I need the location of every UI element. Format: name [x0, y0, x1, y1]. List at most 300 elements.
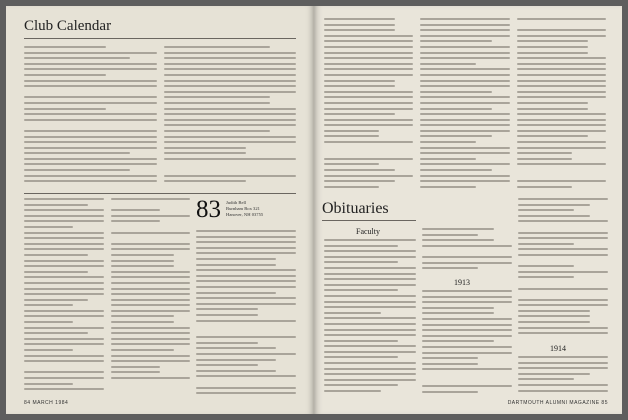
text-line [196, 258, 276, 260]
text-line [111, 304, 191, 306]
text-line [324, 124, 413, 126]
text-line [196, 381, 296, 383]
address-number: 83 [196, 196, 221, 223]
text-line [324, 312, 381, 314]
text-line [324, 289, 398, 291]
text-line [324, 273, 416, 275]
text-line [518, 232, 608, 234]
letter-column-3-wrap [196, 230, 296, 398]
obit-column-2b [422, 290, 512, 398]
text-line [420, 180, 509, 182]
text-line [164, 169, 297, 171]
obit-column-3b-wrap [518, 356, 608, 398]
text-line [324, 278, 416, 280]
obit-column-2a-wrap [422, 228, 512, 274]
text-line [196, 392, 296, 394]
text-line [111, 360, 191, 362]
text-line [196, 336, 296, 338]
text-line [517, 186, 572, 188]
text-line [164, 96, 270, 98]
address-name: Judith Bell [226, 200, 247, 205]
text-line [24, 46, 106, 48]
text-line [422, 256, 512, 258]
text-line [324, 384, 398, 386]
text-line [420, 141, 475, 143]
calendar-column-2 [164, 46, 297, 188]
text-line [324, 250, 416, 252]
text-line [420, 91, 491, 93]
section-rule [24, 193, 296, 194]
text-line [24, 136, 157, 138]
text-line [324, 329, 416, 331]
text-line [420, 135, 491, 137]
text-line [517, 113, 606, 115]
text-line [111, 243, 191, 245]
text-line [420, 52, 509, 54]
text-line [24, 360, 104, 362]
text-line [324, 91, 413, 93]
text-line [111, 349, 175, 351]
text-line [422, 352, 512, 354]
text-line [111, 299, 191, 301]
text-line [517, 85, 606, 87]
text-line [517, 180, 606, 182]
text-line [196, 370, 276, 372]
text-line [422, 307, 494, 309]
text-line [420, 147, 509, 149]
text-line [518, 378, 574, 380]
text-line [518, 356, 608, 358]
text-line [324, 18, 395, 20]
text-line [324, 57, 413, 59]
text-line [324, 74, 413, 76]
text-line [324, 130, 379, 132]
obit-rule [322, 220, 416, 221]
text-line [517, 24, 606, 26]
text-line [24, 108, 106, 110]
text-line [422, 245, 512, 247]
text-line [422, 363, 478, 365]
text-line [196, 264, 276, 266]
text-line [518, 299, 608, 301]
text-line [518, 243, 574, 245]
text-line [324, 390, 381, 392]
text-line [24, 338, 104, 340]
text-line [196, 308, 258, 310]
text-line [196, 269, 296, 271]
text-line [420, 29, 509, 31]
text-line [422, 228, 494, 230]
text-line [518, 254, 608, 256]
text-line [24, 299, 88, 301]
text-line [24, 96, 157, 98]
text-line [518, 293, 608, 295]
text-line [324, 284, 416, 286]
text-line [324, 351, 416, 353]
calendar-column-1 [24, 46, 157, 188]
text-line [420, 80, 509, 82]
text-line [196, 286, 296, 288]
text-line [164, 124, 297, 126]
text-line [196, 320, 296, 322]
text-line [196, 347, 276, 349]
text-line [24, 349, 73, 351]
text-line [24, 209, 104, 211]
text-line [517, 80, 606, 82]
text-line [24, 288, 104, 290]
text-line [324, 261, 398, 263]
text-line [518, 265, 574, 267]
text-line [518, 220, 608, 222]
text-line [324, 119, 413, 121]
text-line [517, 74, 606, 76]
text-line [518, 282, 608, 284]
text-line [196, 275, 296, 277]
text-line [196, 236, 296, 238]
text-line [517, 46, 588, 48]
text-line [518, 310, 590, 312]
text-line [24, 355, 104, 357]
subhead-faculty: Faculty [356, 227, 380, 236]
text-line [518, 321, 590, 323]
text-line [111, 226, 191, 228]
text-line [164, 113, 297, 115]
text-line [164, 147, 246, 149]
text-line [196, 314, 258, 316]
text-line [24, 366, 104, 368]
text-line [324, 29, 395, 31]
text-line [517, 147, 606, 149]
obit-column-3a [518, 198, 608, 340]
obit-column-3b [518, 356, 608, 398]
obit-column-3a-wrap [518, 198, 608, 340]
text-line [111, 388, 191, 390]
magazine-spread [6, 6, 622, 414]
text-line [324, 169, 395, 171]
text-line [164, 175, 297, 177]
text-line [324, 379, 416, 381]
text-line [24, 91, 157, 93]
text-line [324, 141, 413, 143]
text-line [24, 377, 104, 379]
text-line [420, 158, 475, 160]
text-line [517, 169, 606, 171]
obit-column-1 [324, 239, 416, 399]
text-line [324, 35, 413, 37]
text-line [196, 375, 296, 377]
text-line [422, 301, 512, 303]
text-line [24, 63, 157, 65]
text-line [196, 342, 258, 344]
text-line [111, 371, 160, 373]
text-line [518, 248, 608, 250]
text-line [517, 18, 606, 20]
text-line [420, 186, 475, 188]
left-page [6, 6, 314, 414]
text-line [111, 198, 191, 200]
text-line [422, 335, 512, 337]
text-line [196, 230, 296, 232]
text-line [111, 315, 175, 317]
text-line [111, 220, 160, 222]
text-line [324, 256, 416, 258]
text-line [420, 163, 509, 165]
text-line [24, 158, 157, 160]
address-box [196, 196, 264, 223]
text-line [324, 63, 413, 65]
club-calendar-title: Club Calendar [24, 18, 112, 34]
text-line [324, 356, 398, 358]
text-line [420, 85, 509, 87]
address-city: Hanover, NH 03755 [226, 212, 264, 217]
subhead-1914: 1914 [550, 344, 566, 353]
text-line [24, 388, 104, 390]
text-line [422, 267, 478, 269]
text-line [420, 119, 509, 121]
text-line [24, 282, 104, 284]
address-text [226, 200, 263, 218]
text-line [164, 152, 246, 154]
text-line [196, 297, 296, 299]
text-line [422, 250, 512, 252]
text-line [420, 130, 509, 132]
text-line [420, 96, 509, 98]
text-line [111, 260, 175, 262]
text-line [324, 186, 379, 188]
text-line [24, 68, 157, 70]
text-line [24, 327, 104, 329]
text-line [24, 265, 104, 267]
text-line [196, 325, 296, 327]
text-line [111, 293, 191, 295]
text-line [324, 368, 416, 370]
text-line [324, 135, 379, 137]
text-line [420, 169, 491, 171]
text-line [420, 108, 491, 110]
text-line [324, 85, 395, 87]
text-line [420, 18, 509, 20]
text-line [324, 40, 413, 42]
text-line [422, 357, 478, 359]
text-line [517, 124, 606, 126]
obit-column-1-wrap [324, 239, 416, 399]
text-line [518, 384, 608, 386]
text-line [164, 74, 297, 76]
text-line [164, 102, 270, 104]
text-line [24, 371, 104, 373]
text-line [517, 102, 588, 104]
text-line [24, 52, 157, 54]
text-line [164, 85, 297, 87]
text-line [24, 332, 88, 334]
text-line [324, 113, 395, 115]
text-line [164, 46, 270, 48]
text-line [517, 57, 606, 59]
text-line [324, 245, 398, 247]
text-line [324, 345, 416, 347]
obit-column-2a [422, 228, 512, 274]
text-line [518, 373, 590, 375]
text-line [518, 304, 608, 306]
text-line [324, 323, 416, 325]
text-line [422, 329, 512, 331]
text-line [164, 68, 297, 70]
text-line [24, 180, 157, 182]
text-line [324, 175, 413, 177]
text-line [196, 303, 296, 305]
text-line [420, 35, 509, 37]
left-footer: 84 MARCH 1984 [24, 400, 69, 406]
text-line [420, 113, 509, 115]
text-line [111, 355, 191, 357]
text-line [517, 108, 588, 110]
right-page [314, 6, 622, 414]
text-line [422, 391, 478, 393]
text-line [517, 119, 606, 121]
text-line [24, 383, 73, 385]
text-line [518, 260, 608, 262]
text-line [24, 204, 88, 206]
text-line [517, 141, 606, 143]
title-rule [24, 38, 296, 39]
letter-column-1 [24, 198, 104, 398]
continued-columns [324, 18, 606, 192]
text-line [324, 340, 398, 342]
text-line [420, 40, 491, 42]
text-line [420, 24, 509, 26]
text-line [420, 124, 509, 126]
text-line [24, 321, 73, 323]
text-line [24, 237, 104, 239]
text-line [517, 68, 606, 70]
text-line [24, 113, 157, 115]
text-line [111, 209, 160, 211]
text-line [518, 315, 590, 317]
text-line [422, 346, 512, 348]
text-line [517, 135, 588, 137]
text-line [111, 321, 175, 323]
text-line [324, 362, 416, 364]
text-line [24, 119, 157, 121]
text-line [422, 324, 512, 326]
text-line [24, 163, 157, 165]
text-line [164, 57, 297, 59]
text-line [517, 91, 606, 93]
text-line [324, 96, 413, 98]
text-line [518, 367, 608, 369]
text-line [111, 248, 191, 250]
text-line [24, 130, 157, 132]
text-line [164, 180, 246, 182]
text-line [111, 343, 191, 345]
text-line [517, 35, 606, 37]
text-line [24, 248, 104, 250]
text-line [324, 46, 413, 48]
text-line [111, 310, 191, 312]
text-line [24, 124, 157, 126]
text-line [24, 232, 104, 234]
text-line [164, 158, 297, 160]
text-line [422, 318, 512, 320]
text-line [24, 343, 104, 345]
text-line [196, 387, 296, 389]
text-line [517, 29, 606, 31]
text-line [111, 332, 191, 334]
letter-column-2 [111, 198, 191, 398]
text-line [24, 304, 73, 306]
text-line [517, 63, 606, 65]
text-line [111, 327, 191, 329]
text-line [422, 296, 512, 298]
text-line [517, 52, 588, 54]
text-line [24, 169, 130, 171]
text-line [420, 175, 509, 177]
text-line [324, 301, 416, 303]
text-line [111, 237, 191, 239]
text-line [517, 158, 572, 160]
text-line [324, 68, 413, 70]
text-line [24, 147, 157, 149]
text-line [111, 288, 191, 290]
text-line [420, 68, 509, 70]
text-line [324, 163, 379, 165]
text-line [518, 237, 608, 239]
text-line [24, 198, 104, 200]
address-box-line: Burnham Box 321 [226, 206, 260, 211]
text-line [518, 276, 574, 278]
continued-column-3 [517, 18, 606, 192]
letter-columns-left [24, 198, 190, 398]
text-line [111, 383, 191, 385]
text-line [324, 80, 395, 82]
text-line [422, 368, 512, 370]
text-line [111, 271, 191, 273]
text-line [164, 52, 297, 54]
text-line [324, 306, 416, 308]
text-line [518, 332, 608, 334]
text-line [24, 215, 104, 217]
text-line [24, 102, 157, 104]
text-line [164, 119, 297, 121]
text-line [517, 175, 606, 177]
text-line [24, 226, 73, 228]
text-line [196, 292, 276, 294]
text-line [164, 130, 270, 132]
text-line [111, 254, 175, 256]
text-line [518, 271, 608, 273]
text-line [517, 130, 606, 132]
text-line [164, 63, 297, 65]
text-line [111, 204, 191, 206]
text-line [517, 40, 588, 42]
text-line [111, 377, 191, 379]
text-line [518, 226, 608, 228]
text-line [196, 359, 276, 361]
text-line [24, 315, 104, 317]
text-line [422, 290, 512, 292]
text-line [196, 364, 258, 366]
text-line [518, 362, 608, 364]
text-line [164, 80, 297, 82]
text-line [164, 163, 297, 165]
text-line [24, 310, 104, 312]
text-line [24, 243, 104, 245]
text-line [196, 241, 296, 243]
text-line [518, 215, 590, 217]
text-line [420, 102, 509, 104]
text-line [422, 239, 494, 241]
text-line [24, 260, 104, 262]
